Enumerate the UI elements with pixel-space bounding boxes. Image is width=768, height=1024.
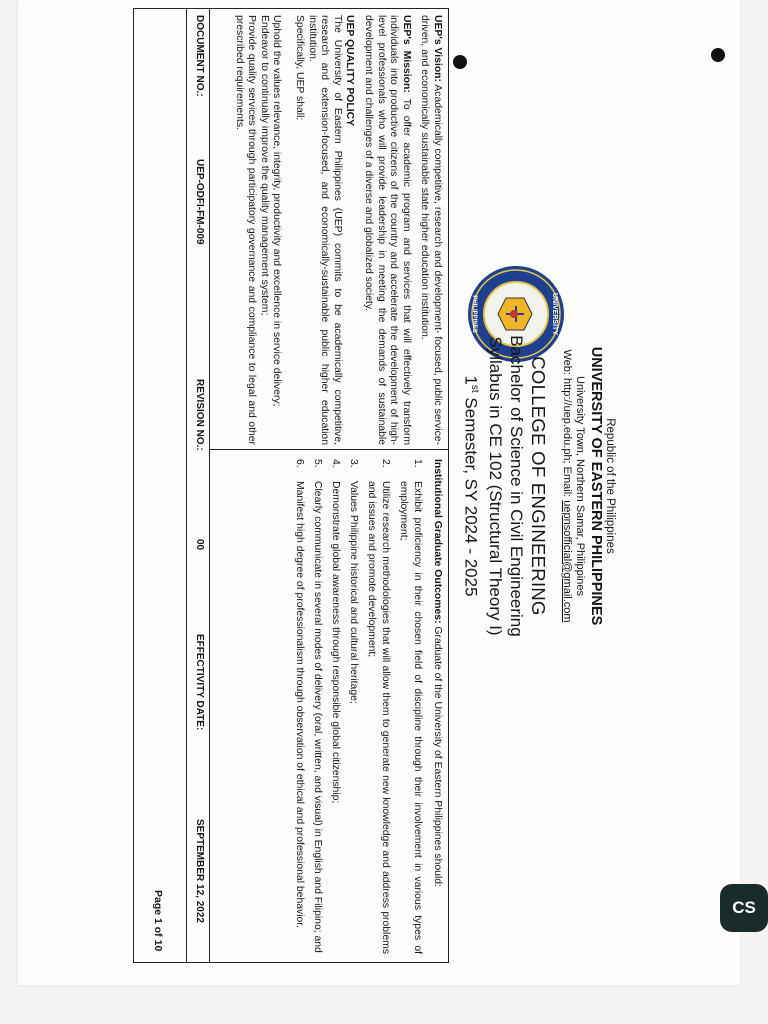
semester-suffix: st: [469, 384, 480, 393]
quality-policy-item: Provide quality services through participatory governance and compliance to legal and other prescribed requirements.: [233, 15, 258, 445]
outcome-text: Utilize research methodologies that will allow them to generate new knowledge and address problems and issues and promote development;: [366, 481, 392, 954]
rotated-page-content: [128, 6, 708, 966]
university-address: University Town, Northern Samar, Philippines: [574, 376, 586, 596]
outcome-text: Exhibit proficiency in their chosen field of discipline through their involvement in various types of employment;: [398, 481, 424, 954]
outcomes-list: [292, 459, 424, 954]
page-number: Page 1 of 10: [152, 890, 164, 952]
effectivity-date-value: SEPTEMBER 12, 2022: [194, 819, 205, 923]
outcome-number: 6.: [294, 459, 306, 468]
quality-policy-item: Endeavor to continually improve the quality management system;: [258, 15, 270, 316]
outcome-number: 1.: [412, 459, 424, 468]
document-page: [18, 0, 740, 985]
email-link[interactable]: uepnsofficial@gmail.com: [561, 500, 573, 623]
vision-paragraph: [418, 15, 443, 445]
mission-text: To offer academic program and services that will effectively transform individuals into productive citizens of the country and accelerate the development of high-level professionals who will provide leadership in meeting the demands of sustainable development and challenges of a diverse and globalized society.: [363, 15, 412, 445]
outcomes-intro-text: Graduate of the University of Eastern Philippines should:: [432, 623, 443, 887]
university-name: UNIVERSITY OF EASTERN PHILIPPINES: [588, 346, 604, 626]
mission-label: UEP's Mission:: [400, 15, 412, 93]
republic-line: Republic of the Philippines: [604, 418, 616, 554]
quality-policy-item: Uphold the values relevance, integrity, productivity and excellence in service delivery;: [271, 15, 283, 407]
right-column: [288, 459, 443, 954]
document-number-value: UEP-ODFI-FM-009: [194, 159, 205, 245]
effectivity-date-label: EFFECTIVITY DATE:: [194, 634, 205, 731]
quality-policy-title: UEP QUALITY POLICY: [344, 15, 356, 127]
outcome-text: Clearly communicate in several modes of delivery (oral, written, and visual) in English and Filipino; and: [312, 481, 324, 953]
document-number-label: DOCUMENT NO.:: [194, 15, 205, 97]
hole-punch-mark: [711, 48, 725, 62]
web-email-line: [560, 6, 573, 966]
quality-policy-list: [232, 15, 282, 445]
semester-text: Semester, SY 2024 - 2025: [461, 392, 481, 597]
web-prefix: Web: http://uep.edu.ph; Email:: [561, 349, 573, 501]
svg-text:UNIVERSITY: UNIVERSITY: [551, 292, 558, 336]
outcome-text: Manifest high degree of professionalism through observation of ethical and professional behavior.: [294, 481, 306, 929]
outcome-item: [364, 459, 392, 954]
college-title: COLLEGE OF ENGINEERING: [528, 356, 549, 616]
outcomes-intro: [430, 459, 443, 954]
left-column: [232, 15, 443, 445]
outcomes-label: Institutional Graduate Outcomes:: [432, 459, 443, 624]
mission-paragraph: [361, 15, 411, 445]
quality-policy-lead: Specifically, UEP shall:: [294, 15, 306, 121]
vision-label: UEP's Vision:: [432, 15, 443, 82]
outcome-item: [328, 459, 342, 954]
outcome-number: 5.: [312, 459, 324, 468]
degree-title: Bachelor of Science in Civil Engineering: [507, 335, 526, 637]
outcome-number: 3.: [348, 459, 360, 468]
hole-punch-mark: [453, 55, 467, 69]
document-footer-row: [186, 9, 210, 962]
outcome-text: Demonstrate global awareness through responsible global citizenship;: [330, 481, 342, 804]
outcome-number: 2.: [380, 459, 392, 468]
vision-text: Academically competitive, research and development- focused, public service-driven, and economically sustainable state higher education institution.: [419, 15, 443, 445]
quality-policy-block: [292, 15, 355, 445]
svg-text:PHILIPPINES: PHILIPPINES: [471, 295, 477, 333]
semester-number: 1: [461, 375, 481, 385]
quality-policy-intro: The University of Eastern Philippines (UEP) commits to be academically competitive, research and extension-focused, and economically-sustainable public higher education institution.: [306, 15, 343, 445]
camscanner-badge[interactable]: [720, 884, 768, 932]
column-divider: [210, 449, 448, 450]
outcome-item: [346, 459, 360, 954]
camscanner-badge-label: CS: [732, 898, 756, 917]
outcome-number: 4.: [330, 459, 342, 468]
outcome-item: [310, 459, 324, 954]
outcome-text: Values Philippine historical and cultural heritage;: [348, 481, 360, 704]
outcome-item: [292, 459, 306, 954]
syllabus-title: Syllabus in CE 102 (Structural Theory I): [486, 336, 505, 636]
revision-number-value: 00: [194, 539, 205, 551]
semester-line: [461, 6, 481, 966]
outcome-item: [396, 459, 424, 954]
revision-number-label: REVISION NO.:: [194, 379, 205, 451]
syllabus-info-table: [133, 8, 449, 963]
